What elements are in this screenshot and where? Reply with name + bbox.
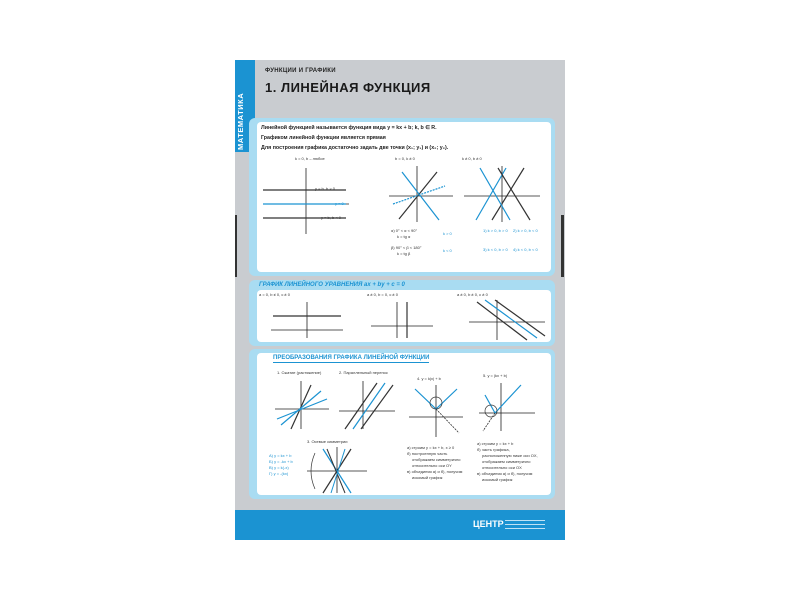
note4-a: а) строим y = kx + b, x ≥ 0 xyxy=(407,445,455,450)
section3-title xyxy=(273,355,429,361)
section-linear-equation xyxy=(249,280,555,346)
section3-body xyxy=(257,353,551,495)
eq-graph2-label: a ≠ 0, b = 0, c ≠ 0 xyxy=(367,292,398,297)
graph-abs-x xyxy=(407,383,465,439)
section-definition xyxy=(249,118,555,276)
note5-g: искомый график xyxy=(482,477,513,482)
construction-text: Для построения графика достаточно задать две точки (x₁; y₁) и (x₂; y₂). xyxy=(261,145,449,151)
eq-graph-oblique xyxy=(467,298,547,342)
eq-graph3-label: a ≠ 0, b ≠ 0, c ≠ 0 xyxy=(457,292,488,297)
section-definition-body xyxy=(257,122,551,272)
line-b-label: y = 0 xyxy=(335,201,344,206)
line-a-label: y = b, b > 0 xyxy=(315,186,336,191)
note5-a: а) строим y = kx + b xyxy=(477,441,514,446)
transform-2-label: 2. Параллельный перенос xyxy=(339,370,388,375)
section-transformations xyxy=(249,349,555,499)
transform-1-label: 1. Сжатие (растяжение) xyxy=(277,370,322,375)
transform-4-label: 4. y = k|x| + b xyxy=(417,376,441,381)
cond-1r: k > 0 xyxy=(443,231,452,236)
graph3-label: k ≠ 0, b ≠ 0 xyxy=(462,156,482,161)
note5-b: б) часть графика, xyxy=(477,447,510,452)
cond-2b: k = tg β xyxy=(397,251,411,256)
page-title: 1. ЛИНЕЙНАЯ ФУНКЦИЯ xyxy=(265,80,431,95)
note5-f: в) объединяя а) и б), получим xyxy=(477,471,533,476)
graph-horizontal-lines xyxy=(261,164,351,236)
graph-abs-kx-b xyxy=(477,381,537,433)
case-2: 2) k > 0, b < 0 xyxy=(513,228,538,233)
note5-e: относительно оси OX xyxy=(482,465,522,470)
graph-general-lines xyxy=(462,164,542,224)
section2-title: ГРАФИК ЛИНЕЙНОГО УРАВНЕНИЯ ax + by + c = 0 xyxy=(259,282,405,288)
case-3: 3) k < 0, b > 0 xyxy=(483,247,508,252)
edge-mark-right xyxy=(561,215,564,277)
graph1-label: k = 0, b – любое xyxy=(295,156,325,161)
cond-2r: k < 0 xyxy=(443,248,452,253)
note4-f: искомый график xyxy=(412,475,443,480)
cond-1: α) 0° < α < 90° xyxy=(391,228,418,233)
line-c-label: y = b, b < 0 xyxy=(321,215,342,220)
edge-mark-left xyxy=(235,215,237,277)
graph-translation xyxy=(337,379,397,431)
note5-c: расположенную ниже оси OX, xyxy=(482,453,538,458)
graph-compression xyxy=(273,379,331,431)
graph-through-origin xyxy=(387,164,455,224)
note5-d: отображаем симметрично xyxy=(482,459,531,464)
eq-graph-horizontal xyxy=(267,300,347,340)
transform-3-label: 3. Осевые симметрии xyxy=(307,439,348,444)
footer-decoration xyxy=(505,520,545,532)
case-1: 1) k > 0, b > 0 xyxy=(483,228,508,233)
definition-text: Линейной функцией называется функция вида y = kx + b; k, b ∈ R. xyxy=(261,125,437,131)
symmetry-b: Б) y = -kx + b xyxy=(269,459,293,464)
publisher-logo: ЦЕНТР xyxy=(473,519,504,529)
case-4: 4) k < 0, b < 0 xyxy=(513,247,538,252)
cond-2: β) 90° < β < 180° xyxy=(391,245,422,250)
section2-body xyxy=(257,290,551,342)
poster xyxy=(235,60,565,540)
note4-b: б) построенную часть xyxy=(407,451,448,456)
section3-title-text: ПРЕОБРАЗОВАНИЯ ГРАФИКА ЛИНЕЙНОЙ ФУНКЦИИ xyxy=(273,355,430,361)
note4-d: относительно оси OY xyxy=(412,463,452,468)
eq-graph-vertical xyxy=(367,300,437,340)
eq-graph1-label: a = 0, b ≠ 0, c ≠ 0 xyxy=(259,292,290,297)
sidebar-subject: МАТЕМАТИКА xyxy=(236,92,245,150)
symmetry-c: В) y = k(-x) xyxy=(269,465,289,470)
graph2-label: b = 0, k ≠ 0 xyxy=(395,156,415,161)
note4-e: в) объединяя а) и б), получим xyxy=(407,469,463,474)
cond-1b: k = tg α xyxy=(397,234,411,239)
graph-statement: Графиком линейной функции является прямая xyxy=(261,135,386,141)
symmetry-d: Г) y = -(kx) xyxy=(269,471,289,476)
graph-symmetry xyxy=(305,445,369,495)
transform-5-label: 5. y = |kx + b| xyxy=(483,373,507,378)
symmetry-a: A) y = kx + b xyxy=(269,453,292,458)
note4-c: отображаем симметрично xyxy=(412,457,461,462)
series-title: ФУНКЦИИ И ГРАФИКИ xyxy=(265,68,336,74)
poster-footer xyxy=(235,510,565,540)
